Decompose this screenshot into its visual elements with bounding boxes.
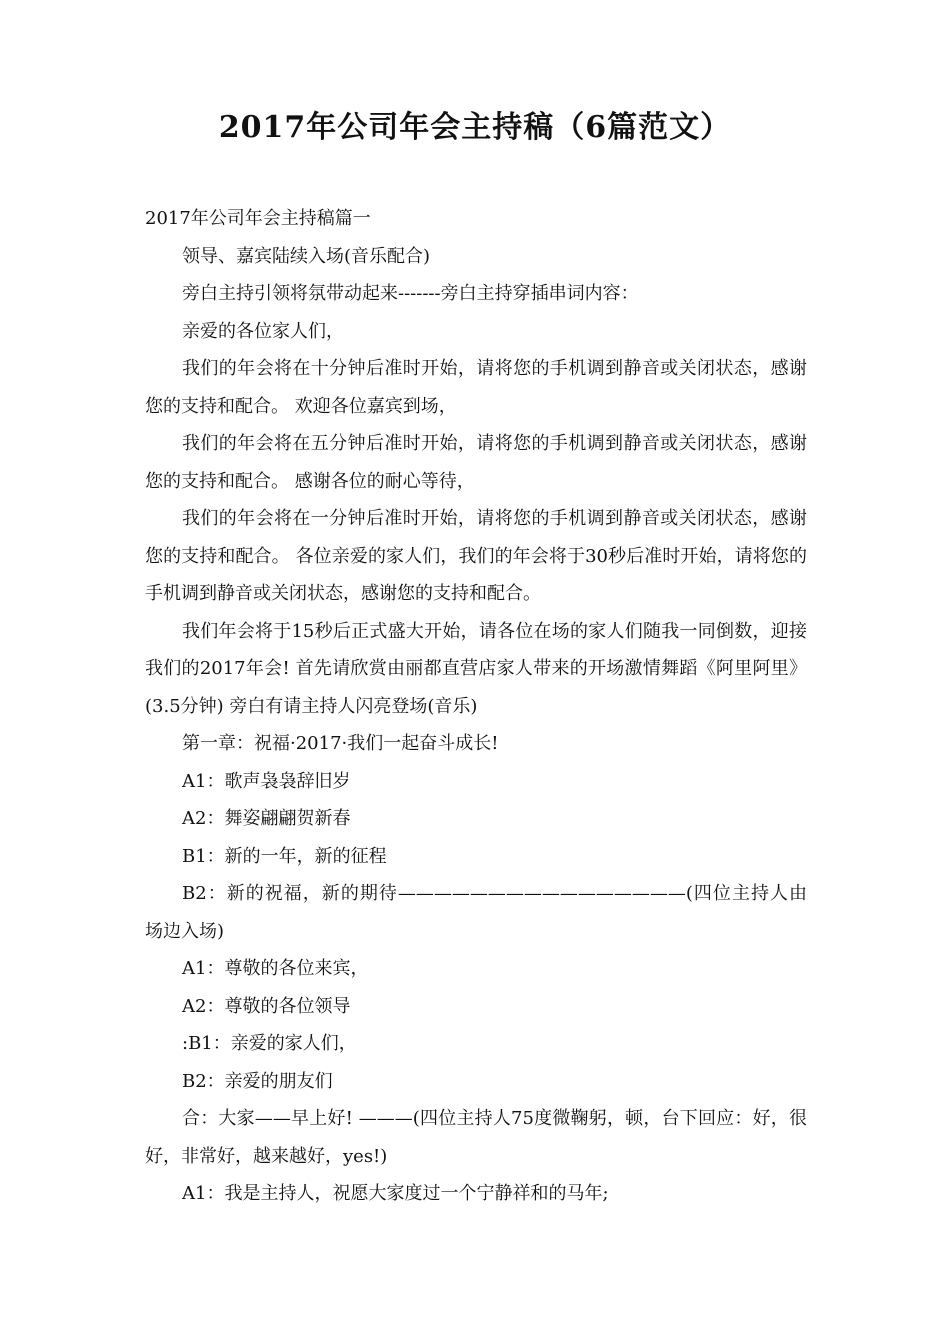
paragraph: 我们的年会将在十分钟后准时开始，请将您的手机调到静音或关闭状态，感谢您的支持和配合。 欢迎各位嘉宾到场， [145,358,807,417]
paragraph: :B1：亲爱的家人们， [182,1033,357,1054]
paragraph: 旁白主持引领将氛带动起来-------旁白主持穿插串词内容： [182,283,639,304]
paragraph: A2：尊敬的各位领导 [182,995,351,1017]
paragraph: 亲爱的各位家人们， [182,320,344,342]
paragraph: A2：舞姿翩翩贺新春 [182,808,351,829]
paragraph: A1：尊敬的各位来宾， [182,958,369,979]
paragraph: 我们年会将于15秒后正式盛大开始，请各位在场的家人们随我一同倒数，迎接我们的2017年会! 首先请欣赏由丽都直营店家人带来的开场激情舞蹈《阿里阿里》(3.5分钟) 旁白有请主持人闪亮登场(音乐) [145,620,807,717]
paragraph: 我们的年会将在一分钟后准时开始，请将您的手机调到静音或关闭状态，感谢您的支持和配合。 各位亲爱的家人们，我们的年会将于30秒后准时开始，请将您的手机调到静音或关闭状态，感谢您的支持和配合。 [145,508,807,604]
paragraph: B2：新的祝福，新的期待————————————————(四位主持人由场边入场) [145,883,807,942]
paragraph: 领导、嘉宾陆续入场(音乐配合) [182,245,431,267]
paragraph: 合：大家——早上好! ———(四位主持人75度微鞠躬，顿，台下回应：好，很好，非常好，越来越好，yes!) [145,1108,807,1167]
paragraph: 我们的年会将在五分钟后准时开始，请将您的手机调到静音或关闭状态，感谢您的支持和配合。 感谢各位的耐心等待， [145,433,807,492]
paragraph: A1：我是主持人，祝愿大家度过一个宁静祥和的马年; [182,1183,609,1204]
paragraph: B2：亲爱的朋友们 [182,1070,333,1092]
paragraph: A1：歌声袅袅辞旧岁 [182,770,351,792]
paragraph: B1：新的一年，新的征程 [182,845,387,867]
document-body [145,200,807,1213]
paragraph: 第一章：祝福·2017·我们一起奋斗成长! [182,733,499,754]
section-heading: 2017年公司年会主持稿篇一 [145,208,371,229]
document-title: 2017年公司年会主持稿（6篇范文） [218,110,732,145]
